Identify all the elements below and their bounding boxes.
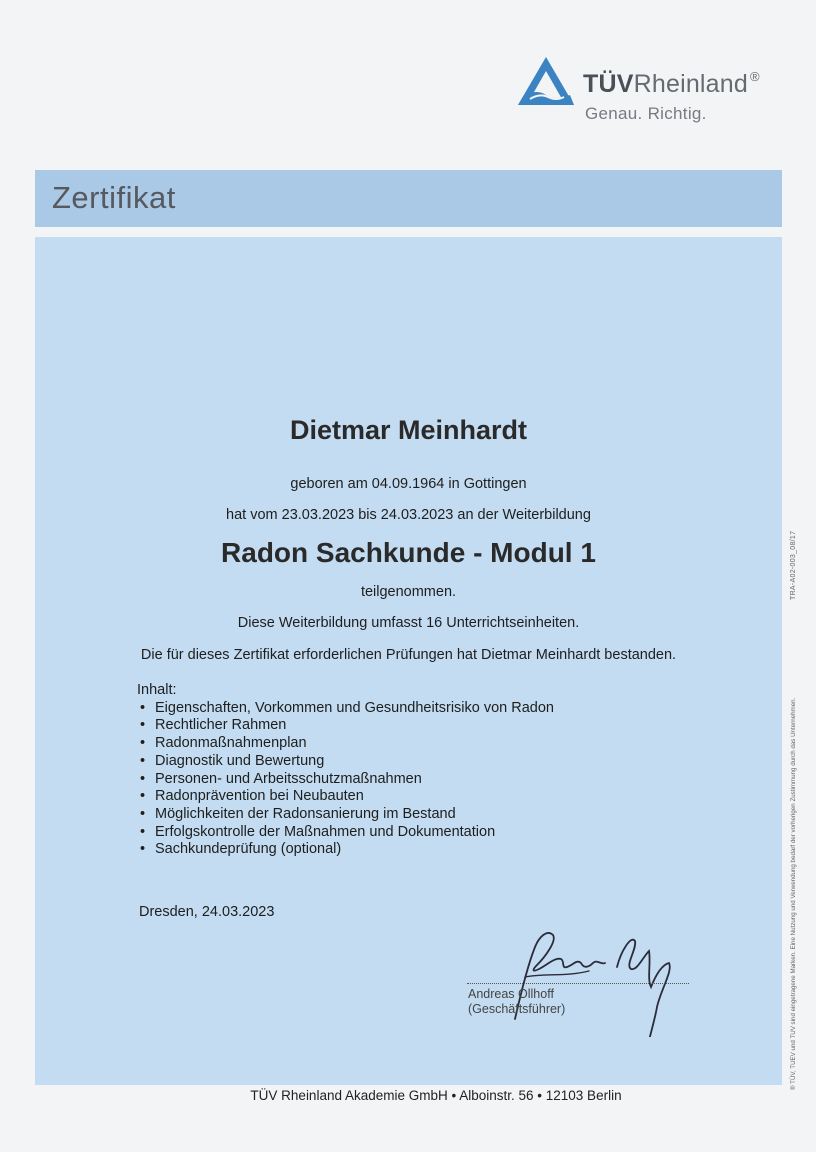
content-heading: Inhalt: bbox=[137, 682, 177, 698]
list-item: • Radonmaßnahmenplan bbox=[140, 735, 307, 752]
handwritten-signature bbox=[465, 907, 725, 1037]
certificate-title-bar bbox=[35, 170, 782, 227]
list-item: • Personen- und Arbeitsschutzmaßnahmen bbox=[140, 770, 422, 787]
bullet: • bbox=[140, 752, 146, 769]
signer-role: (Geschäftsführer) bbox=[468, 1002, 566, 1016]
list-item: • Möglichkeiten der Radonsanierung im Bestand bbox=[140, 805, 456, 822]
list-item: • Sachkundeprüfung (optional) bbox=[140, 841, 342, 858]
tuv-triangle-icon bbox=[516, 55, 576, 107]
place-date: Dresden, 24.03.2023 bbox=[139, 904, 275, 920]
recipient-name: Dietmar Meinhardt bbox=[289, 415, 528, 445]
birth-line: geboren am 04.09.1964 in Gottingen bbox=[290, 476, 527, 492]
registered-mark: ® bbox=[750, 69, 760, 84]
participated-line: teilgenommen. bbox=[360, 584, 457, 600]
list-item: • Rechtlicher Rahmen bbox=[140, 717, 287, 734]
certificate-body bbox=[35, 237, 782, 1085]
exam-line: Die für dieses Zertifikat erforderlichen Prüfungen hat Dietmar Meinhardt bestanden. bbox=[140, 647, 677, 663]
bullet: • bbox=[140, 805, 146, 822]
course-title: Radon Sachkunde - Modul 1 bbox=[221, 537, 596, 568]
tuv-rheinland-logo bbox=[516, 55, 796, 135]
bullet: • bbox=[140, 699, 146, 716]
brand-wordmark bbox=[583, 69, 760, 99]
bullet: • bbox=[140, 788, 146, 805]
signer-name: Andreas Ollhoff bbox=[468, 987, 554, 1001]
list-item: • Diagnostik und Bewertung bbox=[140, 752, 325, 769]
brand-tagline: Genau. Richtig. bbox=[585, 104, 707, 123]
content-list bbox=[137, 700, 554, 859]
list-item: • Eigenschaften, Vorkommen und Gesundheitsrisiko von Radon bbox=[140, 699, 554, 716]
bullet: • bbox=[140, 823, 146, 840]
content-section bbox=[137, 682, 554, 859]
bullet: • bbox=[140, 735, 146, 752]
list-item: • Erfolgskontrolle der Maßnahmen und Dokumentation bbox=[140, 823, 496, 840]
brand-rheinland: Rheinland bbox=[633, 70, 748, 98]
signature-block bbox=[465, 907, 725, 1037]
list-item: • Radonprävention bei Neubauten bbox=[140, 788, 364, 805]
signature-line bbox=[467, 983, 689, 984]
legal-notice: ® TÜV, TUEV und TUV sind eingetragene Marken. Eine Nutzung und Verwendung bedarf der vorherigen Zustimmung durch das Unternehmen. bbox=[790, 697, 797, 1090]
scope-line: Diese Weiterbildung umfasst 16 Unterrichtseinheiten. bbox=[237, 615, 580, 631]
period-line: hat vom 23.03.2023 bis 24.03.2023 an der Weiterbildung bbox=[226, 507, 591, 523]
brand-tuv: TÜV bbox=[583, 70, 634, 98]
footer-address: TÜV Rheinland Akademie GmbH • Alboinstr. 56 • 12103 Berlin bbox=[250, 1088, 622, 1103]
bullet: • bbox=[140, 717, 146, 734]
certificate-title: Zertifikat bbox=[52, 180, 176, 215]
bullet: • bbox=[140, 770, 146, 787]
form-code: TRA-A02-003_08/17 bbox=[790, 530, 797, 600]
bullet: • bbox=[140, 841, 146, 858]
signer bbox=[468, 987, 565, 1017]
